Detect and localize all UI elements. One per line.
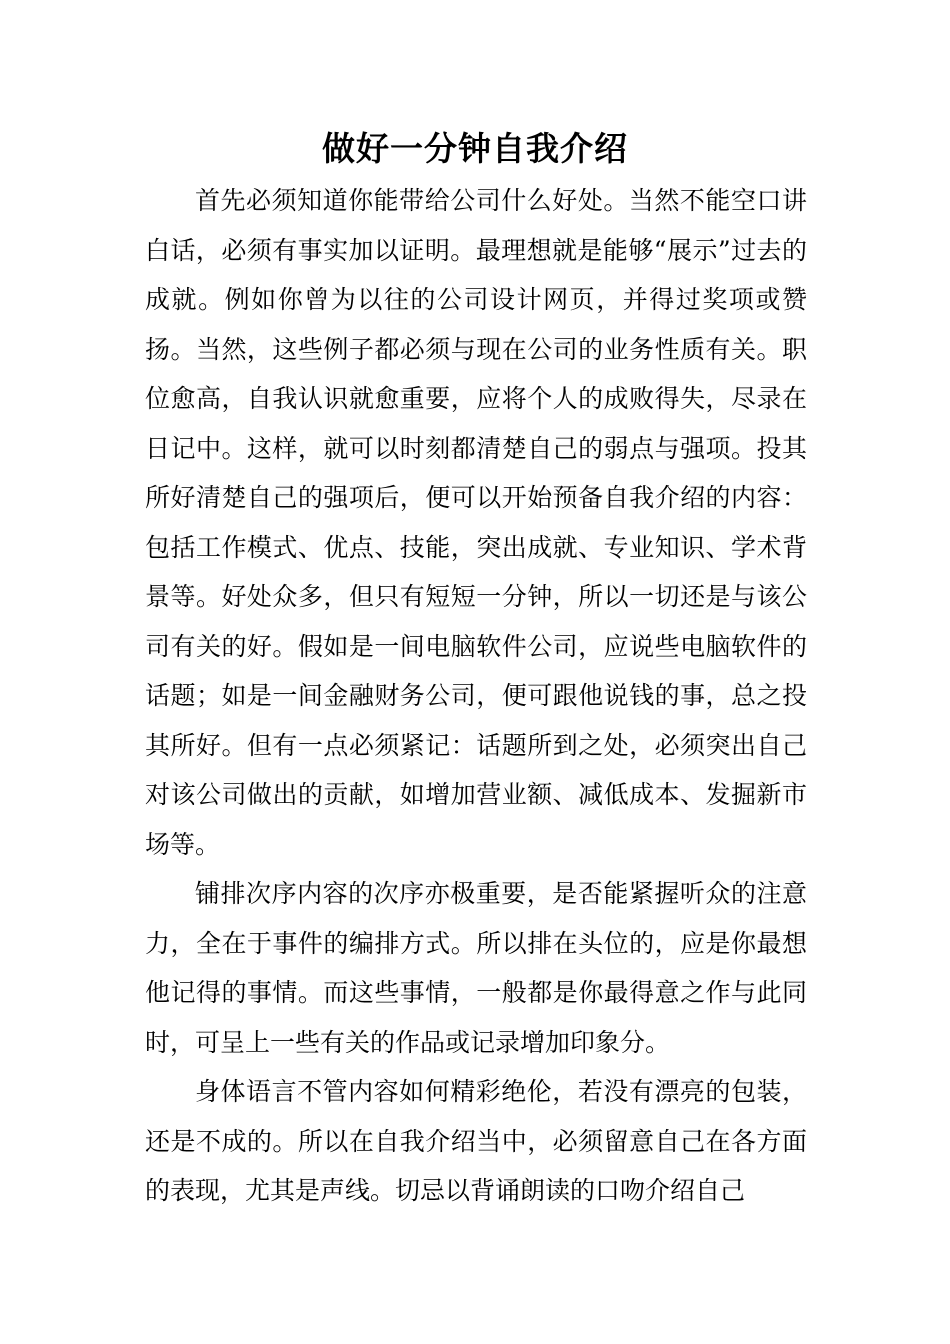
paragraph-introduction: 首先必须知道你能带给公司什么好处。当然不能空口讲白话，必须有事实加以证明。最理想就是能够“展示”过去的成就。例如你曾为以往的公司设计网页，并得过奖项或赞扬。当然，这些例子都必须与现在公司的业务性质有关。职位愈高，自我认识就愈重要，应将个人的成败得失，尽录在日记中。这样，就可以时刻都清楚自己的弱点与强项。投其所好清楚自己的强项后，便可以开始预备自我介绍的内容：包括工作模式、优点、技能，突出成就、专业知识、学术背景等。好处众多，但只有短短一分钟，所以一切还是与该公司有关的好。假如是一间电脑软件公司，应说些电脑软件的话题；如是一间金融财务公司，便可跟他说钱的事，总之投其所好。但有一点必须紧记：话题所到之处，必须突出自己对该公司做出的贡献，如增加营业额、减低成本、发掘新市场等。 [145, 186, 807, 859]
paragraph-body-language: 身体语言不管内容如何精彩绝伦，若没有漂亮的包装，还是不成的。所以在自我介绍当中，必须留意自己在各方面的表现，尤其是声线。切忌以背诵朗读的口吻介绍自己 [145, 1077, 807, 1205]
document-title: 做好一分钟自我介绍 [322, 129, 628, 168]
document-body [145, 176, 807, 1216]
paragraph-ordering: 铺排次序内容的次序亦极重要，是否能紧握听众的注意力，全在于事件的编排方式。所以排在头位的，应是你最想他记得的事情。而这些事情，一般都是你最得意之作与此同时，可呈上一些有关的作品或记录增加印象分。 [145, 879, 807, 1057]
